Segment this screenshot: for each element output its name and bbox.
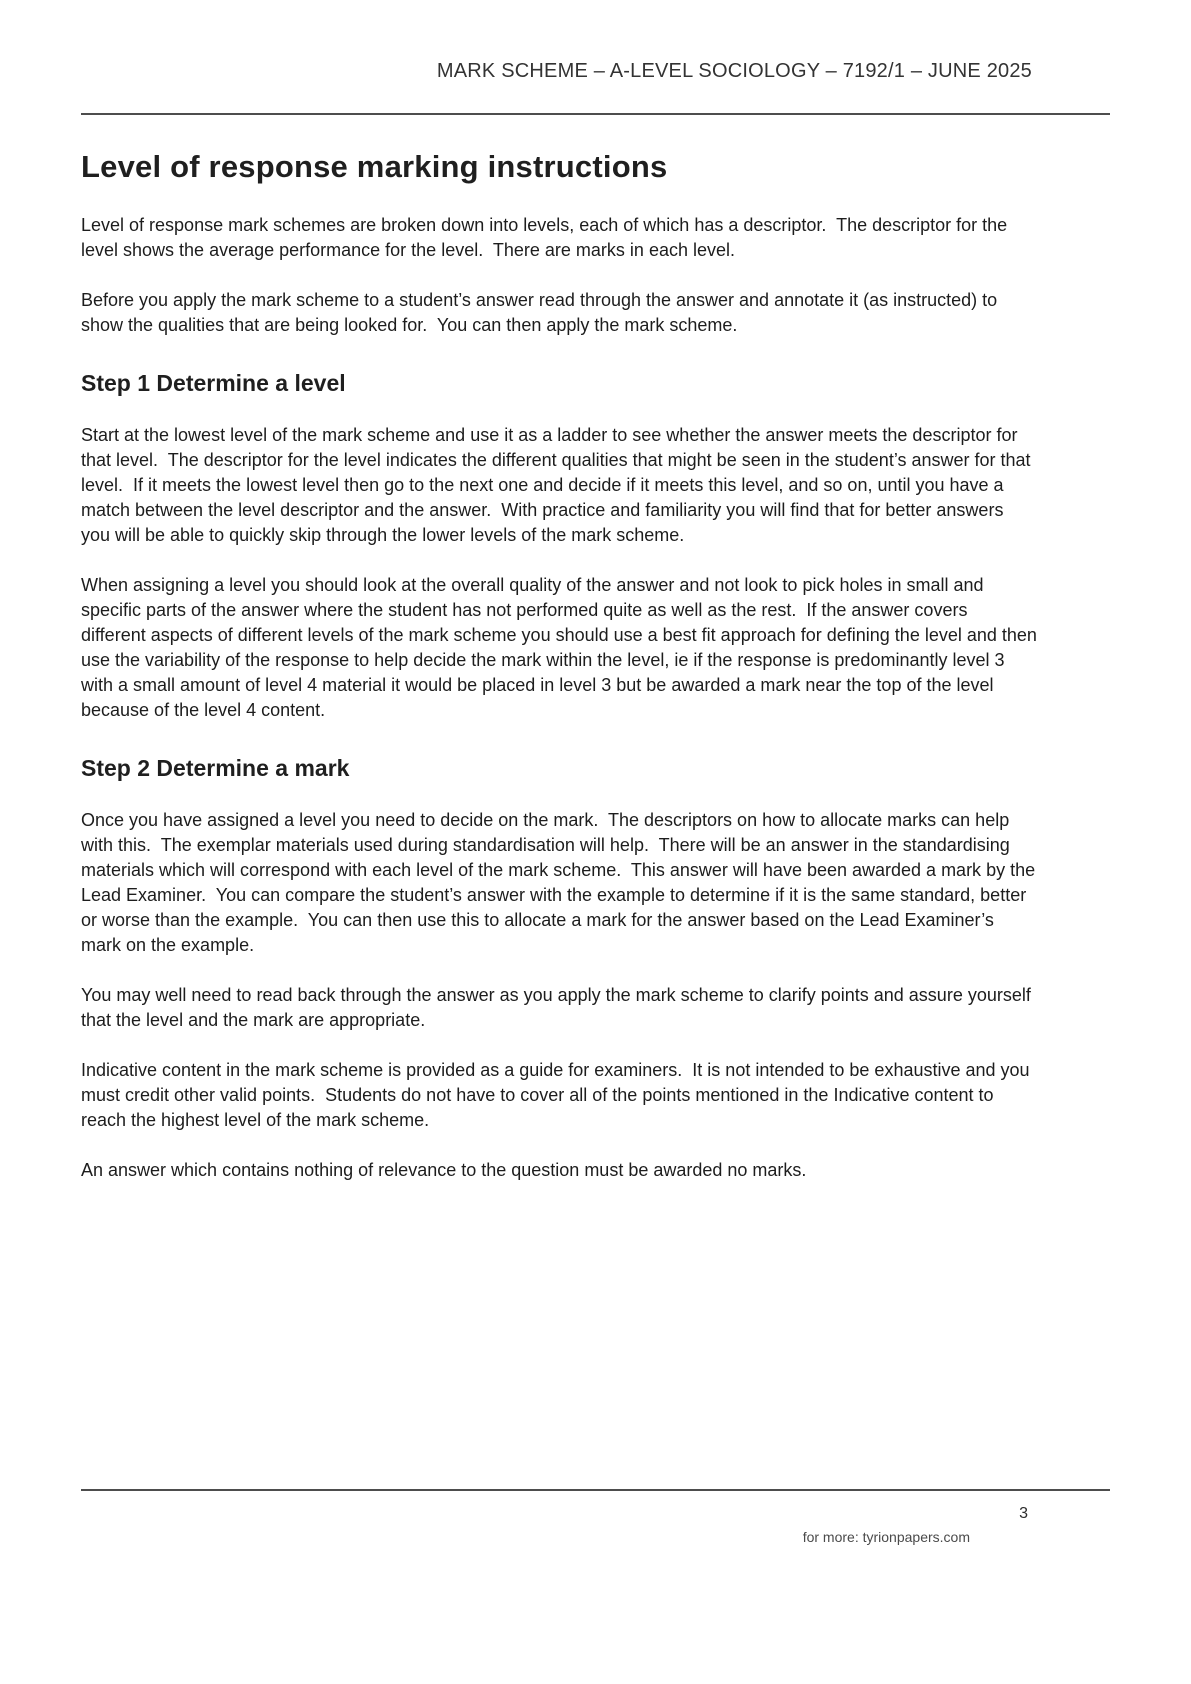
watermark-text: for more: tyrionpapers.com: [802, 1529, 970, 1545]
page-title: Level of response marking instructions: [81, 149, 668, 184]
intro-paragraph: Before you apply the mark scheme to a student’s answer read through the answer and annotate it (as instructed) to show the qualities that are being looked for. You can then apply the mark scheme.: [81, 290, 1003, 335]
paragraph: When assigning a level you should look at the overall quality of the answer and not look to pick holes in small and specific parts of the answer where the student has not performed quite as well as the rest. If the answer covers different aspects of different levels of the mark scheme you should use a best fit approach for defining the level and then use the variability of the response to help decide the mark within the level, ie if the response is predominantly level 3 with a small amount of level 4 material it would be placed in level 3 but be awarded a mark near the top of the level because of the level 4 content.: [81, 575, 1042, 720]
paragraph: Indicative content in the mark scheme is provided as a guide for examiners. It is not intended to be exhaustive and you must credit other valid points. Students do not have to cover all of the points mentioned in the Indicative content to reach the highest level of the mark scheme.: [81, 1060, 1035, 1130]
page-footer: [81, 1489, 1110, 1545]
paragraph: Once you have assigned a level you need to decide on the mark. The descriptors on how to allocate marks can help with this. The exemplar materials used during standardisation will help. There will be an answer in the standardising materials which will correspond with each level of the mark scheme. This answer will have been awarded a mark by the Lead Examiner. You can compare the student’s answer with the example to determine if it is the same standard, better or worse than the example. You can then use this to allocate a mark for the answer based on the Lead Examiner’s mark on the example.: [81, 810, 1041, 955]
paragraph: Start at the lowest level of the mark scheme and use it as a ladder to see whether the answer meets the descriptor for that level. The descriptor for the level indicates the different qualities that might be seen in the student’s answer for that level. If it meets the lowest level then go to the next one and decide if it meets this level, and so on, until you have a match between the level descriptor and the answer. With practice and familiarity you will find that for better answers you will be able to quickly skip through the lower levels of the mark scheme.: [81, 425, 1036, 545]
section-heading-step-2: Step 2 Determine a mark: [81, 755, 350, 781]
section-heading-step-1: Step 1 Determine a level: [81, 370, 346, 396]
page-number: 3: [1019, 1505, 1028, 1522]
header-rule: [81, 113, 1110, 115]
running-header: MARK SCHEME – A-LEVEL SOCIOLOGY – 7192/1 – JUNE 2025: [436, 60, 1032, 82]
paragraph: You may well need to read back through the answer as you apply the mark scheme to clarify points and assure yourself that the level and the mark are appropriate.: [81, 985, 1036, 1030]
paragraph: An answer which contains nothing of relevance to the question must be awarded no marks.: [81, 1160, 807, 1180]
footer-rule: [81, 1489, 1110, 1491]
intro-paragraph: Level of response mark schemes are broken down into levels, each of which has a descriptor. The descriptor for the level shows the average performance for the level. There are marks in each level.: [81, 215, 1013, 260]
